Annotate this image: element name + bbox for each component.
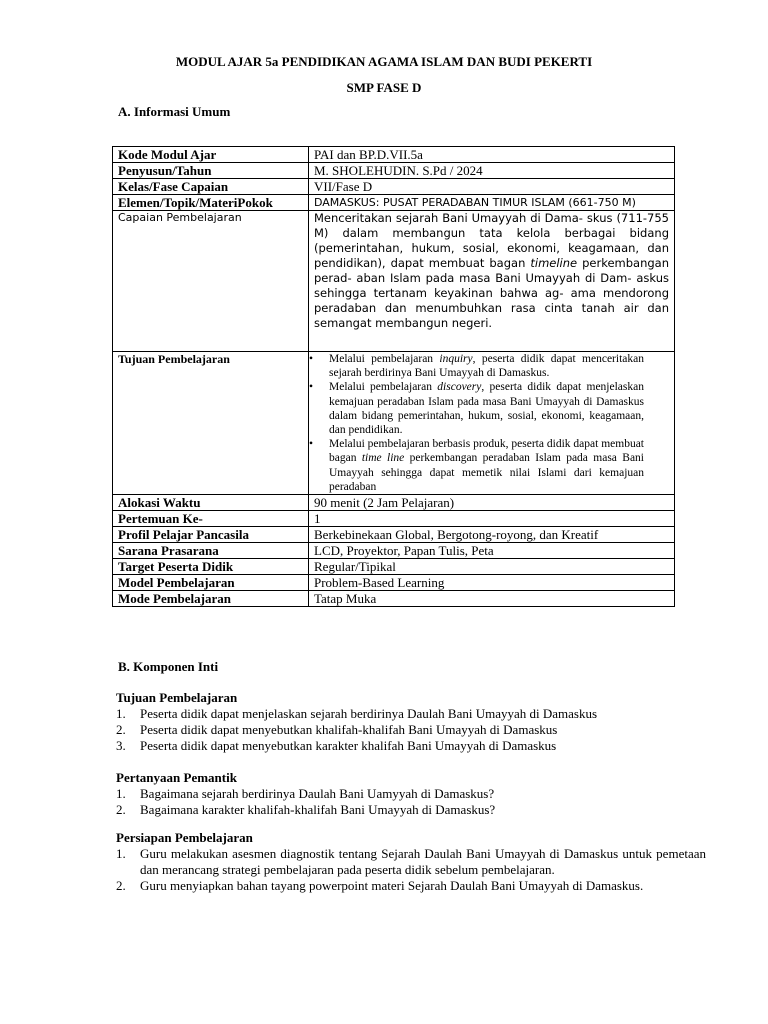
list-item: • Melalui pembelajaran berbasis produk, peserta didik dapat membuat bagan time line perkembangan peradaban Islam pada masa Bani Umayyah sehingga dapat memetik nilai Islami dari kemajuan peradaban [313,437,644,494]
list-text: Guru menyiapkan bahan tayang powerpoint materi Sejarah Daulah Bani Umayyah di Damaskus. [140,878,644,893]
list-number: 3. [116,738,126,753]
list-item [116,706,706,722]
tujuan-heading: Tujuan Pembelajaran [116,690,238,705]
section-a-heading: A. Informasi Umum [118,104,231,119]
list-item: • Melalui pembelajaran inquiry, peserta didik dapat menceritakan sejarah berdirinya Bani Umayyah di Damaskus. [313,352,644,380]
persiapan-section [116,830,706,894]
list-number: 1. [116,706,126,721]
table-row [113,195,675,211]
list-text: Peserta didik dapat menjelaskan sejarah berdirinya Daulah Bani Umayyah di Damaskus [140,706,598,721]
row-label: Elemen/Topik/MateriPokok [113,195,309,211]
list-number: 1. [116,846,126,861]
row-value: 90 menit (2 Jam Pelajaran) [309,495,675,511]
table-row [113,527,675,543]
pertanyaan-heading: Pertanyaan Pemantik [116,770,237,785]
row-label: Model Pembelajaran [113,575,309,591]
list-number: 1. [116,786,126,801]
row-value: Regular/Tipikal [309,559,675,575]
row-value: M. SHOLEHUDIN. S.Pd / 2024 [309,163,675,179]
document-title: MODUL AJAR 5a PENDIDIKAN AGAMA ISLAM DAN BUDI PEKERTI [175,54,593,69]
row-label: Target Peserta Didik [113,559,309,575]
row-value: Berkebinekaan Global, Bergotong-royong, dan Kreatif [309,527,675,543]
row-label: Kelas/Fase Capaian [113,179,309,195]
row-value: DAMASKUS: PUSAT PERADABAN TIMUR ISLAM (661-750 M) [309,195,675,211]
list-text: Guru melakukan asesmen diagnostik tentang Sejarah Daulah Bani Umayyah di Damaskus untuk pemetaan dan merancang strategi pembelajaran pada peserta didik sebelum pembelajaran. [140,846,706,877]
row-value: VII/Fase D [309,179,675,195]
row-label: Mode Pembelajaran [113,591,309,607]
row-label: Kode Modul Ajar [113,147,309,163]
list-text: Peserta didik dapat menyebutkan karakter khalifah Bani Umayyah di Damaskus [140,738,557,753]
table-row [113,559,675,575]
row-label: Alokasi Waktu [113,495,309,511]
pertanyaan-list [116,786,706,818]
tujuan-pembelajaran-list [309,352,675,495]
table-row [113,543,675,559]
row-value: LCD, Proyektor, Papan Tulis, Peta [309,543,675,559]
row-label: Capaian Pembelajaran [113,211,309,352]
table-row [113,163,675,179]
table-row [113,352,675,495]
persiapan-heading: Persiapan Pembelajaran [116,830,253,845]
list-text: Peserta didik dapat menyebutkan khalifah-khalifah Bani Umayyah di Damaskus [140,722,558,737]
table-row [113,591,675,607]
table-row [113,211,675,352]
row-value: Problem-Based Learning [309,575,675,591]
tujuan-section [116,690,706,754]
list-item [116,878,706,894]
row-label: Penyusun/Tahun [113,163,309,179]
list-text: Bagaimana sejarah berdirinya Daulah Bani Uamyyah di Damaskus? [140,786,495,801]
row-label: Profil Pelajar Pancasila [113,527,309,543]
section-b-heading: B. Komponen Inti [118,659,219,674]
info-table [112,146,675,607]
list-item [116,802,706,818]
row-label: Tujuan Pembelajaran [113,352,309,495]
row-value: Tatap Muka [309,591,675,607]
list-number: 2. [116,722,126,737]
row-value: 1 [309,511,675,527]
list-item [116,722,706,738]
table-row [113,179,675,195]
list-text: Bagaimana karakter khalifah-khalifah Bani Umayyah di Damaskus? [140,802,496,817]
row-label: Pertemuan Ke- [113,511,309,527]
table-row [113,575,675,591]
table-row [113,511,675,527]
document-subtitle: SMP FASE D [346,80,422,95]
row-label: Sarana Prasarana [113,543,309,559]
list-number: 2. [116,878,126,893]
row-value: PAI dan BP.D.VII.5a [309,147,675,163]
persiapan-list [116,846,706,894]
pertanyaan-section [116,770,706,818]
table-row [113,147,675,163]
list-item [116,846,706,878]
list-item [116,738,706,754]
list-item: • Melalui pembelajaran discovery, peserta didik dapat menjelaskan kemajuan peradaban Islam pada masa Bani Umayyah di Damaskus dalam bidang pemerintahan, hukum, sosial, ekonomi, keagamaan, dan pendidikan. [313,380,644,437]
table-row [113,495,675,511]
list-number: 2. [116,802,126,817]
capaian-pembelajaran-text: Menceritakan sejarah Bani Umayyah di Dama- skus (711-755 M) dalam membangun tata kelola berbagai bidang (pemerintahan, hukum, sosial, ekonomi, keagamaan, dan pendidikan), dapat membuat bagan timeline perkembangan perad- aban Islam pada masa Bani Umayyah di Dam- askus sehingga tertanam keyakinan bahwa ag- ama mendorong peradaban dan menumbuhkan rasa cinta tanah air dan semangat membangun negeri. [309,211,675,352]
tujuan-list [116,706,706,754]
list-item [116,786,706,802]
